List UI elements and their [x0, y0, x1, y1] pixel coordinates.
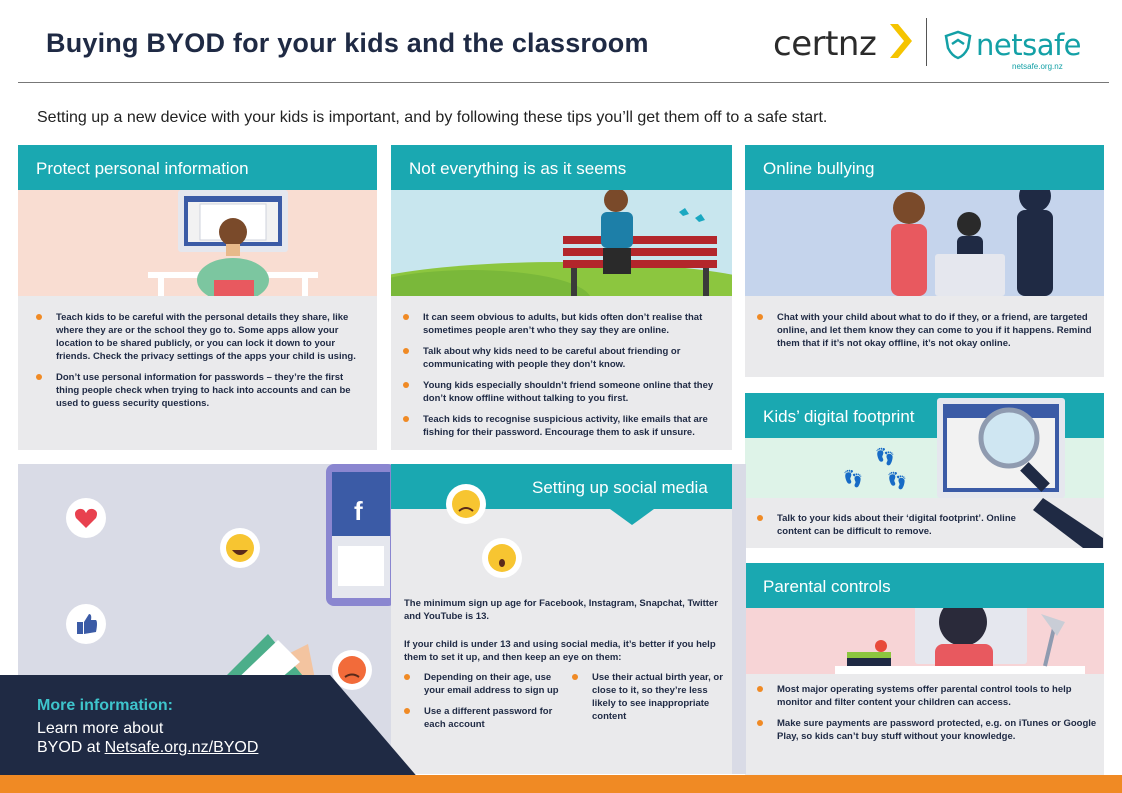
more-info-text	[37, 719, 337, 757]
bullet-text: It can seem obvious to adults, but kids often don’t realise that sometimes people aren’t who they say they are online.	[423, 312, 703, 336]
certnz-logo-nz: nz	[837, 24, 877, 64]
panel-heading: Protect personal information	[18, 145, 377, 190]
panel-heading: Setting up social media	[532, 478, 708, 497]
bullet-dot	[572, 674, 578, 680]
header-rule	[18, 82, 1109, 83]
social-bullets-right	[572, 671, 730, 731]
list-item	[403, 413, 725, 439]
minimum-age-statement: The minimum sign up age for Facebook, Instagram, Snapchat, Twitter and YouTube is 13.	[404, 598, 718, 622]
protect-bullets	[36, 311, 366, 418]
bullet-text: Teach kids to recognise suspicious activity, like emails that are fishing for their password. Encourage them to ask if unsure.	[423, 414, 708, 438]
netsafe-logo: netsafe	[976, 28, 1082, 62]
byod-link[interactable]: Netsafe.org.nz/BYOD	[104, 739, 259, 756]
family-with-laptop-illustration	[745, 190, 1104, 296]
bullet-text: Chat with your child about what to do if they, or a friend, are targeted online, and let them know they can come to you if it happens. Remind them that if it’s not okay offline, it’s not okay online.	[777, 312, 1092, 349]
kid-on-bench-illustration	[391, 190, 732, 296]
kid-at-desk-illustration	[745, 608, 1104, 674]
footer-bar	[0, 775, 1122, 793]
intro-text: Setting up a new device with your kids is important, and by following these tips you’ll get them off to a safe start.	[37, 109, 828, 126]
bullet-text: Young kids especially shouldn’t friend someone online that they don’t know offline without talking to you first.	[423, 380, 714, 404]
bullet-dot	[36, 314, 42, 320]
panel-heading: Kids’ digital footprint	[745, 393, 1104, 438]
list-item	[757, 512, 1017, 538]
svg-text:f: f	[354, 496, 363, 526]
panel-protect-personal-information	[18, 145, 377, 450]
more-info-line2	[37, 738, 337, 757]
list-item	[36, 371, 366, 410]
certnz-logo	[773, 24, 876, 64]
kid-at-computer-illustration	[18, 190, 377, 296]
netsafe-url: netsafe.org.nz	[1012, 62, 1063, 71]
bullet-dot	[36, 374, 42, 380]
list-item	[403, 345, 725, 371]
svg-text:👣: 👣	[843, 469, 863, 488]
bullet-text: Don’t use personal information for passwords – they’re the first thing people check when trying to hack into accounts and can be used to guess security questions.	[56, 372, 351, 409]
seems-bullets	[403, 311, 725, 447]
panel-heading: Not everything is as it seems	[391, 145, 732, 190]
bullet-text: Teach kids to be careful with the personal details they share, like where they are or the school they go to. Some apps allow your location to be shared publicly, or you can lock it down to your friends. Check the privacy settings of the apps your child is using.	[56, 312, 356, 362]
parental-bullets	[757, 683, 1097, 751]
sad-emoji-icon	[444, 482, 488, 526]
bullet-dot	[403, 314, 409, 320]
bullet-dot	[757, 314, 763, 320]
list-item	[403, 311, 725, 337]
bullet-text: Talk to your kids about their ‘digital footprint’. Online content can be difficult to remove.	[777, 513, 1016, 537]
bullet-dot	[757, 720, 763, 726]
panel-not-everything-as-it-seems	[391, 145, 732, 450]
list-item	[404, 671, 564, 697]
bullet-dot	[403, 382, 409, 388]
list-item	[403, 379, 725, 405]
certnz-logo-cert: cert	[773, 24, 838, 64]
list-item	[572, 671, 730, 723]
page-title: Buying BYOD for your kids and the classroom	[46, 28, 649, 58]
panel-digital-footprint	[745, 393, 1104, 548]
social-bullets-left	[404, 671, 564, 739]
svg-text:👣: 👣	[887, 471, 907, 490]
more-info-prefix: BYOD at	[37, 739, 105, 756]
svg-text:👣: 👣	[875, 447, 895, 466]
bullet-dot	[757, 515, 763, 521]
more-info-title: More information:	[37, 697, 173, 714]
list-item	[36, 311, 366, 363]
panel-online-bullying	[745, 145, 1104, 377]
list-item	[757, 311, 1097, 350]
footprint-bullets	[757, 512, 1017, 546]
bullet-text: Talk about why kids need to be careful about friending or communicating with people they don’t know.	[423, 346, 681, 370]
more-info-line1: Learn more about	[37, 720, 164, 737]
bullet-text: Most major operating systems offer parental control tools to help monitor and filter content your children can access.	[777, 684, 1072, 708]
bullet-dot	[757, 686, 763, 692]
panel-parental-controls	[745, 563, 1104, 775]
panel-heading: Online bullying	[745, 145, 1104, 190]
surprised-emoji-icon	[480, 536, 524, 580]
certnz-chevron-icon	[886, 22, 916, 60]
social-intro-text: If your child is under 13 and using social media, it’s better if you help them to set it up, and then keep an eye on them:	[404, 639, 716, 663]
panel-heading: Parental controls	[745, 563, 1104, 608]
surprised-emoji-badge	[480, 536, 524, 580]
bullet-text: Depending on their age, use your email address to sign up	[424, 672, 559, 696]
heading-notch	[610, 509, 654, 525]
sad-emoji-badge	[444, 482, 488, 526]
bullet-text: Make sure payments are password protected, e.g. on iTunes or Google Play, so kids can’t buy stuff without your knowledge.	[777, 718, 1097, 742]
list-item	[757, 717, 1097, 743]
bullet-text: Use a different password for each account	[424, 706, 553, 730]
heart-icon	[64, 496, 108, 540]
bullet-text: Use their actual birth year, or close to it, so they’re less likely to see inappropriate content	[592, 672, 723, 722]
laughing-emoji-icon	[218, 526, 262, 570]
thumbs-up-icon	[64, 602, 108, 646]
bullet-dot	[403, 348, 409, 354]
list-item	[404, 705, 564, 731]
logo-divider	[926, 18, 927, 66]
bullet-dot	[403, 416, 409, 422]
netsafe-shield-icon	[942, 30, 974, 60]
bullying-bullets	[757, 311, 1097, 358]
list-item	[757, 683, 1097, 709]
